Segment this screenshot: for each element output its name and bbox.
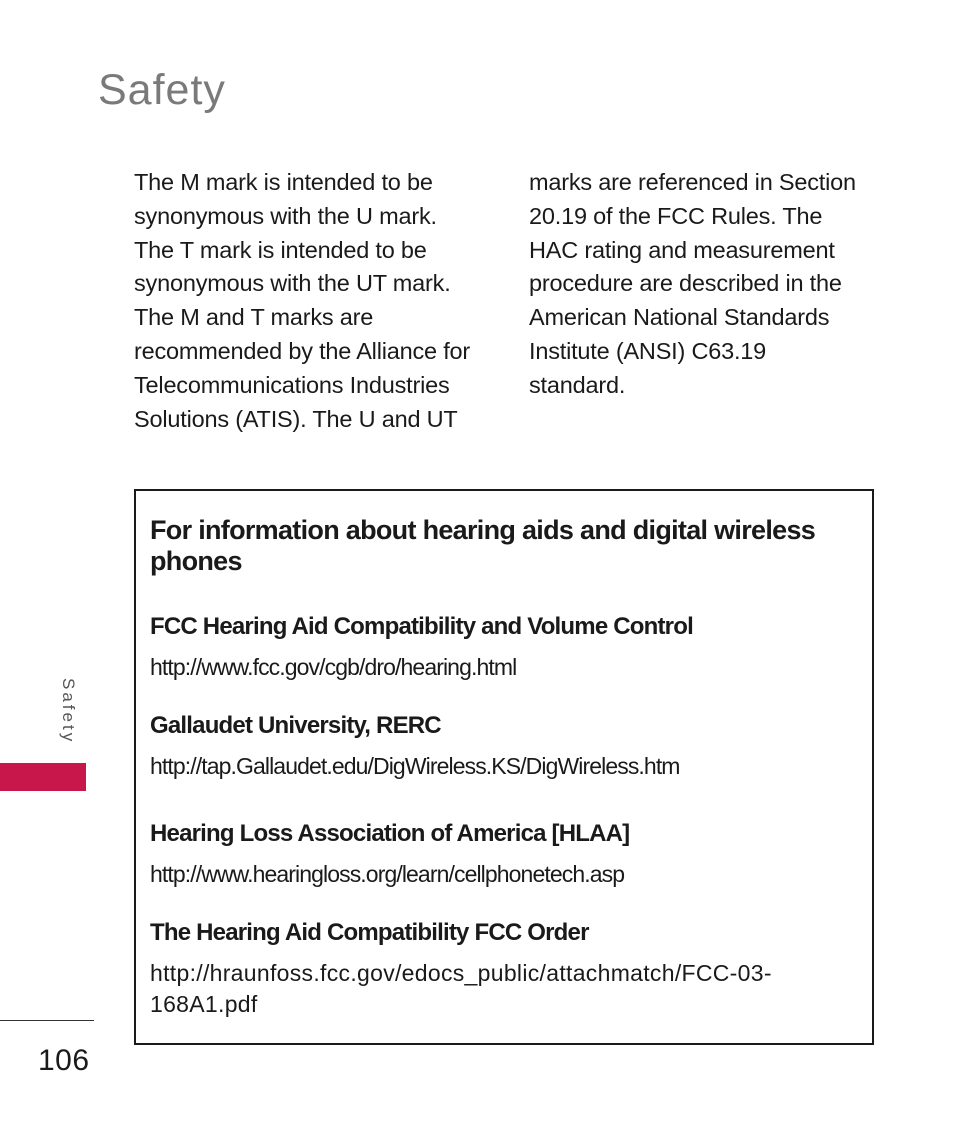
- entry-title-hlaa: Hearing Loss Association of America [HLAA]: [150, 820, 630, 847]
- body-line: Institute (ANSI) C63.19: [529, 337, 767, 364]
- page-number: 106: [38, 1044, 90, 1077]
- body-line: Solutions (ATIS). The U and UT: [134, 405, 458, 432]
- body-line: The M mark is intended to be: [134, 169, 433, 195]
- body-line: recommended by the Alliance for: [134, 337, 471, 364]
- page-title: Safety: [98, 66, 226, 114]
- body-column-right: [529, 166, 874, 403]
- entry-url-fcc-order[interactable]: http://hraunfoss.fcc.gov/edocs_public/attachmatch/FCC-03-168A1.pdf: [150, 960, 772, 1017]
- page-number-rule: [0, 1020, 94, 1021]
- body-line: standard.: [529, 371, 626, 398]
- body-line: synonymous with the UT mark.: [134, 270, 451, 297]
- entry-title-fcc-order: The Hearing Aid Compatibility FCC Order: [150, 919, 589, 946]
- body-line: The M and T marks are: [134, 304, 374, 331]
- body-column-left: [134, 166, 494, 436]
- section-tab-marker: [0, 763, 86, 791]
- entry-url-hlaa[interactable]: http://www.hearingloss.org/learn/cellphonetech.asp: [150, 861, 625, 887]
- body-line: The T mark is intended to be: [134, 236, 427, 263]
- body-line: American National Standards: [529, 304, 830, 331]
- info-box-heading: For information about hearing aids and digital wireless phones: [150, 515, 816, 576]
- entry-title-fcc-hac: FCC Hearing Aid Compatibility and Volume Control: [150, 613, 693, 640]
- body-line: synonymous with the U mark.: [134, 202, 437, 229]
- body-line: HAC rating and measurement: [529, 236, 835, 263]
- side-section-label: Safety: [59, 678, 78, 745]
- entry-title-gallaudet: Gallaudet University, RERC: [150, 712, 441, 739]
- entry-url-fcc-hac[interactable]: http://www.fcc.gov/cgb/dro/hearing.html: [150, 654, 517, 680]
- body-line: procedure are described in the: [529, 270, 842, 297]
- body-line: Telecommunications Industries: [134, 371, 450, 398]
- body-line: marks are referenced in Section: [529, 169, 856, 195]
- entry-url-gallaudet[interactable]: http://tap.Gallaudet.edu/DigWireless.KS/DigWireless.htm: [150, 753, 680, 779]
- body-line: 20.19 of the FCC Rules. The: [529, 202, 823, 229]
- hearing-aid-info-box: [134, 489, 874, 1045]
